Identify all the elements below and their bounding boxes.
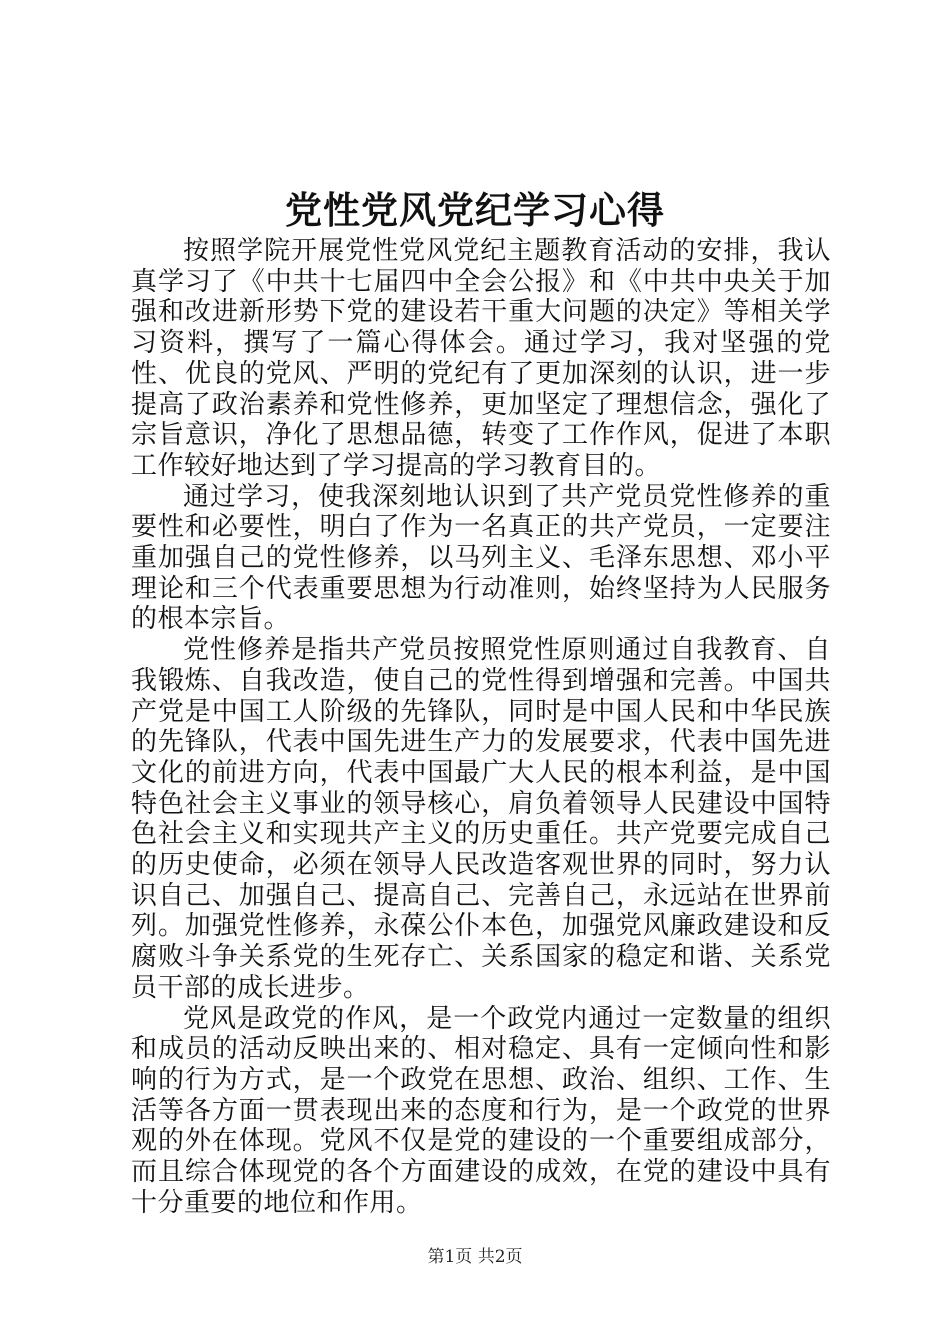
paragraph-2: 通过学习，使我深刻地认识到了共产党员党性修养的重要性和必要性，明白了作为一名真正的共产党员，一定要注重加强自己的党性修养，以马列主义、毛泽东思想、邓小平理论和三个代表重要思想为行动准则，始终坚持为人民服务的根本宗旨。 bbox=[131, 481, 831, 635]
paragraph-1: 按照学院开展党性党风党纪主题教育活动的安排，我认真学习了《中共十七届四中全会公报》和《中共中央关于加强和改进新形势下党的建设若干重大问题的决定》等相关学习资料，撰写了一篇心得体会。通过学习，我对坚强的党性、优良的党风、严明的党纪有了更加深刻的认识，进一步提高了政治素养和党性修养，更加坚定了理想信念，强化了宗旨意识，净化了思想品德，转变了工作作风，促进了本职工作较好地达到了学习提高的学习教育目的。 bbox=[131, 236, 831, 481]
paragraph-4: 党风是政党的作风，是一个政党内通过一定数量的组织和成员的活动反映出来的、相对稳定、具有一定倾向性和影响的行为方式，是一个政党在思想、政治、组织、工作、生活等各方面一贯表现出来的态度和行为，是一个政党的世界观的外在体现。党风不仅是党的建设的一个重要组成部分，而且综合体现党的各个方面建设的成效，在党的建设中具有十分重要的地位和作用。 bbox=[131, 1003, 831, 1218]
document-title: 党性党风党纪学习心得 bbox=[285, 189, 665, 232]
document-body bbox=[131, 236, 831, 1219]
paragraph-3: 党性修养是指共产党员按照党性原则通过自我教育、自我锻炼、自我改造，使自己的党性得到增强和完善。中国共产党是中国工人阶级的先锋队，同时是中国人民和中华民族的先锋队，代表中国先进生产力的发展要求，代表中国先进文化的前进方向，代表中国最广大人民的根本利益，是中国特色社会主义事业的领导核心，肩负着领导人民建设中国特色社会主义和实现共产主义的历史重任。共产党要完成自己的历史使命，必须在领导人民改造客观世界的同时，努力认识自己、加强自己、提高自己、完善自己，永远站在世界前列。加强党性修养，永葆公仆本色，加强党风廉政建设和反腐败斗争关系党的生死存亡、关系国家的稳定和谐、关系党员干部的成长进步。 bbox=[131, 635, 831, 1003]
page-footer: 第1页 共2页 bbox=[427, 1247, 523, 1267]
